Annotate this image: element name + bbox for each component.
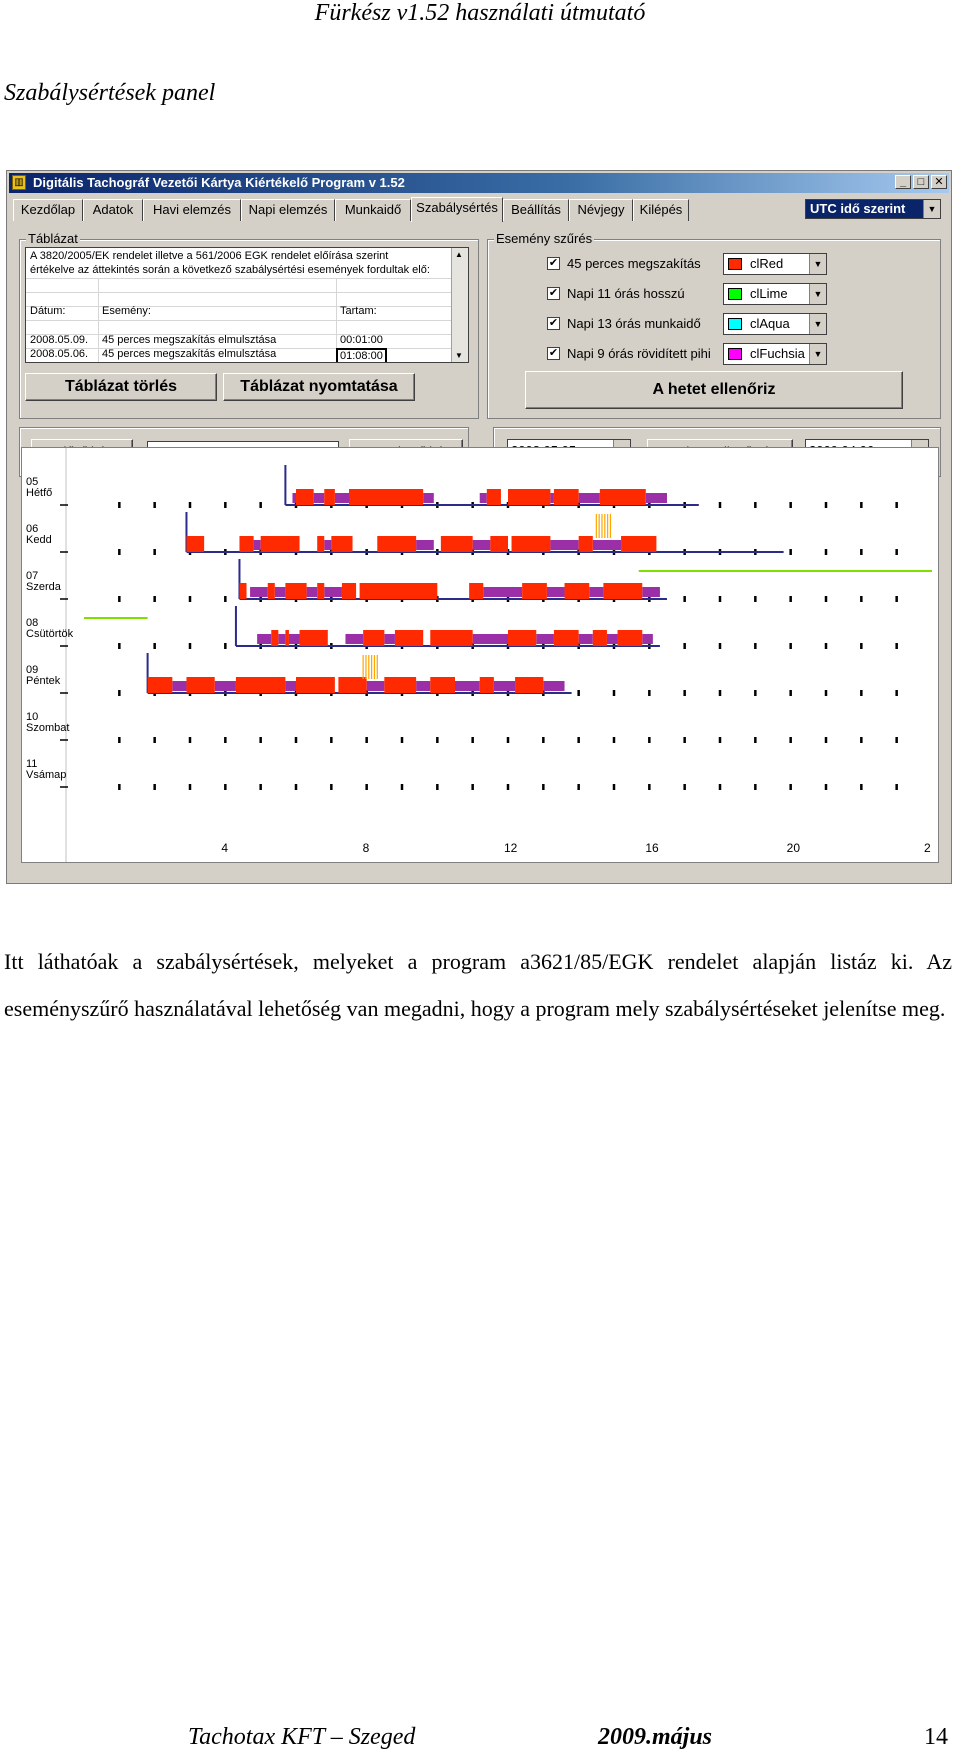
driving-bar (618, 630, 643, 646)
color-name: clFuchsia (750, 346, 805, 361)
work-bar (646, 493, 667, 503)
driving-bar (296, 677, 335, 693)
filter-label: Napi 9 órás rövidített pihi (567, 346, 711, 361)
work-bar (345, 634, 363, 644)
driving-bar (522, 583, 547, 599)
driving-bar (349, 489, 423, 505)
grid-note-line2: értékelve az áttekintés során a következő szabálysértési események fordultak elő: (30, 264, 430, 276)
color-swatch (728, 348, 742, 360)
driving-bar (579, 536, 593, 552)
work-bar (607, 634, 618, 644)
work-bar (550, 493, 554, 503)
chevron-down-icon[interactable]: ▼ (809, 314, 826, 334)
driving-bar (363, 630, 384, 646)
work-bar (416, 540, 434, 550)
work-bar (550, 540, 578, 550)
driving-bar (342, 583, 356, 599)
color-name: clAqua (750, 316, 790, 331)
footer-date: 2009.május (598, 1724, 713, 1750)
driving-bar (554, 630, 579, 646)
work-bar (455, 681, 480, 691)
work-bar (292, 493, 296, 503)
checkbox-checked-icon[interactable]: ✔ (548, 257, 559, 269)
row-date: 2008.05.06. (30, 348, 89, 360)
driving-bar (317, 536, 324, 552)
driving-bar (565, 583, 590, 599)
driving-bar (324, 489, 335, 505)
driving-bar (384, 677, 416, 693)
color-swatch (728, 318, 742, 330)
color-select-45min[interactable] (723, 253, 827, 275)
work-bar (314, 493, 325, 503)
timeline-svg (22, 448, 938, 862)
scroll-up-icon[interactable]: ▲ (455, 250, 463, 259)
row-event: 45 perces megszakítás elmulsztása (102, 334, 277, 346)
clear-table-button[interactable]: Táblázat törlés (25, 373, 217, 401)
close-button[interactable]: ✕ (931, 175, 947, 189)
work-bar (324, 540, 331, 550)
work-bar (215, 681, 236, 691)
violation-timeline-chart[interactable] (21, 447, 939, 863)
x-tick-label: 2 (924, 841, 931, 855)
driving-bar (271, 630, 278, 646)
section-title: Szabálysértések panel (4, 80, 216, 106)
x-tick-label: 4 (221, 841, 229, 855)
tab-szabalysertes[interactable]: Szabálysértés (411, 197, 503, 222)
driving-bar (469, 583, 483, 599)
work-bar (494, 681, 515, 691)
driving-bar (395, 630, 423, 646)
driving-bar (239, 536, 253, 552)
work-bar (579, 634, 593, 644)
driving-bar (296, 489, 314, 505)
work-bar (324, 587, 342, 597)
work-bar (367, 681, 385, 691)
color-name: clRed (750, 256, 784, 271)
work-bar (589, 587, 603, 597)
app-window (6, 170, 952, 884)
driving-bar (148, 677, 173, 693)
work-bar (593, 540, 621, 550)
page-footer (0, 1724, 960, 1756)
work-bar (275, 587, 286, 597)
table-legend: Táblázat (28, 231, 78, 246)
column-header-date: Dátum: (30, 305, 66, 317)
work-bar (536, 634, 554, 644)
driving-bar (554, 489, 579, 505)
driving-bar (377, 536, 416, 552)
grid-note-line1: A 3820/2005/EK rendelet illetve a 561/2006 EGK rendelet előírása szerint (30, 250, 389, 262)
print-table-button[interactable]: Táblázat nyomtatása (223, 373, 415, 401)
work-bar (254, 540, 261, 550)
tab-munkaido[interactable]: Munkaidő (335, 199, 411, 221)
driving-bar (621, 536, 656, 552)
driving-bar (338, 677, 366, 693)
driving-bar (360, 583, 438, 599)
day-number-label: 09 (26, 664, 39, 676)
work-bar (416, 681, 430, 691)
window-titlebar[interactable] (9, 173, 949, 193)
minimize-button[interactable]: _ (895, 175, 911, 189)
table-row[interactable] (30, 348, 450, 362)
x-tick-label: 20 (786, 841, 801, 855)
driving-bar (508, 630, 536, 646)
x-tick-label: 8 (362, 841, 370, 855)
work-bar (473, 540, 491, 550)
work-bar (483, 587, 522, 597)
tab-napi-elemzes[interactable]: Napi elemzés (241, 199, 335, 221)
row-date: 2008.05.09. (30, 334, 89, 346)
day-number-label: 06 (26, 523, 39, 535)
day-name-label: Szerda (26, 581, 61, 593)
chevron-down-icon[interactable]: ▼ (809, 254, 826, 274)
work-bar (172, 681, 186, 691)
chevron-down-icon[interactable]: ▼ (809, 344, 826, 364)
chevron-down-icon: ▼ (923, 200, 940, 218)
x-tick-label: 16 (645, 841, 659, 855)
work-bar (307, 587, 318, 597)
tab-kezdolap[interactable]: Kezdőlap (13, 199, 83, 221)
tab-nevjegy[interactable]: Névjegy (569, 199, 633, 221)
driving-bar (512, 536, 551, 552)
driving-bar (261, 536, 300, 552)
work-bar (547, 587, 565, 597)
work-bar (285, 681, 296, 691)
day-name-label: Vsámap (26, 769, 67, 781)
driving-bar (285, 630, 289, 646)
driving-bar (236, 677, 285, 693)
color-select-9h[interactable] (723, 343, 827, 365)
grid-header-row (30, 305, 450, 319)
column-header-event: Esemény: (102, 305, 151, 317)
driving-bar (317, 583, 324, 599)
day-number-label: 08 (26, 617, 39, 629)
utc-time-select[interactable] (805, 199, 941, 219)
driving-bar (487, 489, 501, 505)
driving-bar (603, 583, 642, 599)
driving-bar (186, 677, 214, 693)
work-bar (543, 681, 564, 691)
chevron-down-icon[interactable]: ▼ (809, 284, 826, 304)
tab-havi-elemzes[interactable]: Havi elemzés (143, 199, 241, 221)
driving-bar (515, 677, 543, 693)
document-header: Fürkész v1.52 használati útmutató (314, 0, 646, 26)
filter-label: Napi 13 órás munkaidő (567, 316, 701, 331)
checkbox-checked-icon[interactable]: ✔ (548, 347, 559, 359)
driving-bar (508, 489, 550, 505)
driving-bar (186, 536, 204, 552)
table-row[interactable] (30, 334, 450, 348)
work-bar (579, 493, 600, 503)
row-duration-selected[interactable]: 01:08:00 (336, 348, 387, 363)
column-header-duration: Tartam: (340, 305, 377, 317)
work-bar (473, 634, 508, 644)
day-number-label: 05 (26, 476, 39, 488)
driving-bar (430, 677, 455, 693)
driving-bar (480, 677, 494, 693)
row-event: 45 perces megszakítás elmulsztása (102, 348, 277, 360)
footer-company: Tachotax KFT – Szeged (188, 1724, 416, 1750)
check-week-button[interactable]: A hetet ellenőriz (525, 371, 903, 409)
driving-bar (490, 536, 508, 552)
filter-label: 45 perces megszakítás (567, 256, 701, 271)
color-select-13h[interactable] (723, 313, 827, 335)
work-bar (250, 587, 268, 597)
row-duration: 00:01:00 (340, 334, 383, 346)
filter-label: Napi 11 órás hosszú (567, 286, 685, 301)
scroll-down-icon[interactable]: ▼ (455, 351, 463, 360)
day-name-label: Csütörtök (26, 628, 74, 640)
tab-strip (13, 197, 713, 221)
driving-bar (593, 630, 607, 646)
work-bar (278, 634, 285, 644)
day-number-label: 11 (26, 758, 38, 770)
driving-bar (331, 536, 352, 552)
work-bar (480, 493, 487, 503)
color-swatch (728, 258, 742, 270)
maximize-button[interactable]: □ (913, 175, 929, 189)
day-name-label: Péntek (26, 675, 61, 687)
tab-kilepes[interactable]: Kilépés (633, 199, 689, 221)
work-bar (642, 587, 660, 597)
driving-bar (600, 489, 646, 505)
body-paragraph: Itt láthatóak a szabálysértések, melyeket a program a3621/85/EGK rendelet alapján listáz ki. Az eseményszűrő használatával lehetőség van megadni, hogy a program mely szabálysértéseket jelenítse meg. (4, 949, 952, 1021)
utc-time-value: UTC idő szerint (810, 201, 906, 216)
checkbox-checked-icon[interactable]: ✔ (548, 317, 559, 329)
violations-grid[interactable] (25, 247, 469, 363)
work-bar (335, 493, 349, 503)
x-tick-label: 12 (504, 841, 518, 855)
work-bar (289, 634, 300, 644)
day-number-label: 10 (26, 711, 39, 723)
footer-page-number: 14 (924, 1724, 948, 1750)
checkbox-checked-icon[interactable]: ✔ (548, 287, 559, 299)
day-number-label: 07 (26, 570, 39, 582)
driving-bar (300, 630, 328, 646)
window-title: Digitális Tachográf Vezetői Kártya Kiértékelő Program v 1.52 (33, 175, 405, 190)
tab-beallitas[interactable]: Beállítás (503, 199, 569, 221)
work-bar (384, 634, 395, 644)
day-name-label: Szombat (26, 722, 70, 734)
driving-bar (239, 583, 246, 599)
day-name-label: Kedd (26, 534, 52, 546)
driving-bar (441, 536, 473, 552)
work-bar (642, 634, 653, 644)
driving-bar (430, 630, 472, 646)
work-bar (257, 634, 271, 644)
tab-adatok[interactable]: Adatok (83, 199, 143, 221)
driving-bar (268, 583, 275, 599)
app-icon: ▥ (12, 175, 26, 190)
day-name-label: Hétfő (26, 487, 53, 499)
grid-scrollbar[interactable] (451, 248, 468, 362)
driving-bar (285, 583, 306, 599)
color-select-11h[interactable] (723, 283, 827, 305)
color-swatch (728, 288, 742, 300)
color-name: clLime (750, 286, 788, 301)
work-bar (423, 493, 434, 503)
event-filter-legend: Esemény szűrés (496, 231, 593, 246)
